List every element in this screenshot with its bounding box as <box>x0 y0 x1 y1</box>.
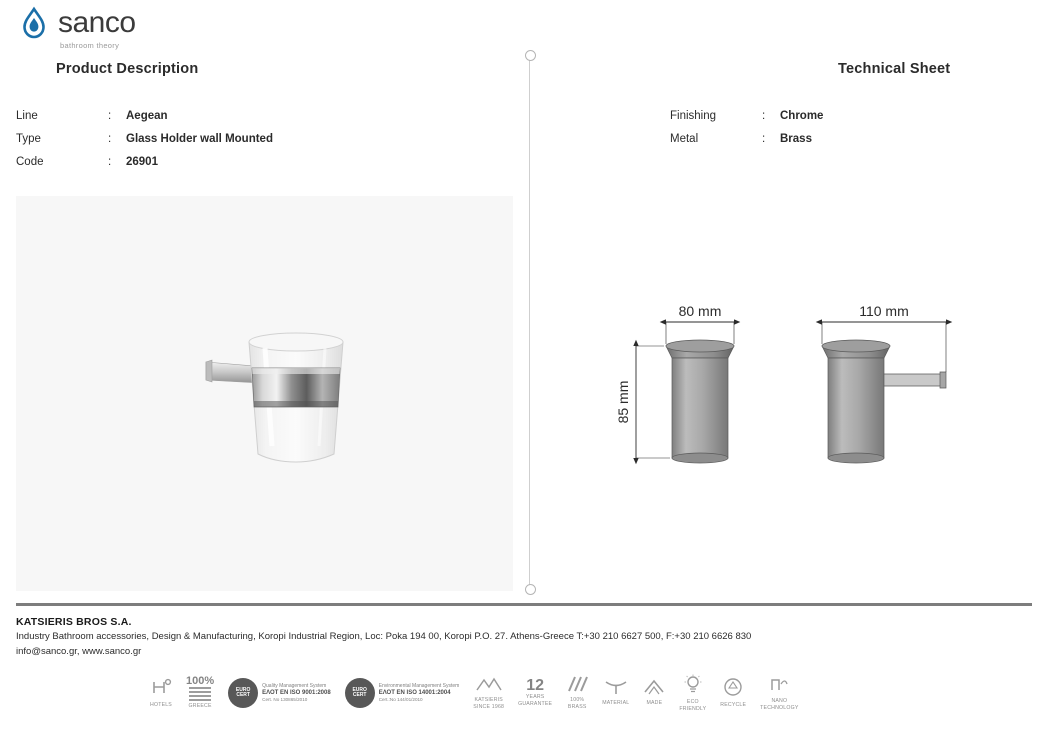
hotel-bell-icon <box>150 677 172 702</box>
table-row <box>16 110 273 133</box>
footer-company-name: KATSIERIS BROS S.A. <box>16 616 132 628</box>
brand-name: sanco <box>58 6 136 39</box>
cert-iso-14001 <box>345 674 460 712</box>
spec-label: Code <box>16 156 44 168</box>
vertical-divider <box>529 55 530 590</box>
cert-nano <box>760 674 798 712</box>
cert-caption: RECYCLE <box>720 702 747 709</box>
spec-value: Brass <box>780 133 812 145</box>
spec-colon: : <box>762 133 766 145</box>
cert-title: Quality Management System <box>262 683 327 690</box>
height-dimension <box>636 346 670 458</box>
chevron-icon <box>643 679 665 700</box>
table-row <box>16 156 273 179</box>
chrome-collar <box>252 368 340 407</box>
cert-title: Environmental Management System <box>378 683 460 690</box>
cert-caption: NANO <box>771 697 788 704</box>
spec-label: Metal <box>670 133 699 145</box>
cert-number: Cert.:No 144/01/2010 <box>378 697 423 702</box>
cert-caption: FRIENDLY <box>679 705 707 712</box>
cert-iso-9001 <box>228 674 331 712</box>
brand-tagline: bathroom theory <box>60 41 120 50</box>
cert-caption: SINCE 1968 <box>473 703 505 710</box>
spec-colon: : <box>108 110 112 122</box>
technical-spec-table <box>670 110 823 156</box>
cert-number: Cert. No 130865/2010 <box>262 697 308 702</box>
cert-eco <box>679 674 706 712</box>
flag-lines-icon <box>189 687 211 703</box>
spec-value: Glass Holder wall Mounted <box>126 133 273 145</box>
divider-dot-top-icon <box>525 50 536 61</box>
spec-label: Finishing <box>670 110 717 122</box>
spec-value: Chrome <box>780 110 824 122</box>
twelve-icon: 12 <box>526 677 545 695</box>
cert-caption: KATSIERIS <box>474 696 503 703</box>
spec-label: Type <box>16 133 41 145</box>
front-width-label: 80 mm <box>678 303 722 319</box>
table-row <box>670 110 823 133</box>
divider-dot-bottom-icon <box>525 584 536 595</box>
cert-caption: TECHNOLOGY <box>760 704 799 711</box>
product-description-title: Product Description <box>56 61 199 77</box>
cert-caption: GREECE <box>188 703 212 710</box>
cert-recycle <box>720 674 746 712</box>
footer-contact: info@sanco.gr, www.sanco.gr <box>16 646 142 657</box>
brand-logo <box>16 6 136 50</box>
side-view <box>822 340 946 463</box>
spec-value: 26901 <box>126 156 158 168</box>
technical-sheet-title: Technical Sheet <box>838 61 951 77</box>
cert-caption: 100% <box>186 675 215 688</box>
front-view <box>666 340 734 463</box>
cert-caption: BRASS <box>567 703 587 710</box>
height-label: 85 mm <box>615 380 631 424</box>
spec-label: Line <box>16 110 38 122</box>
cert-made-in-greece <box>186 674 214 712</box>
cert-caption: MADE <box>646 700 663 707</box>
footer-address: Industry Bathroom accessories, Design & Manufacturing, Koropi Industrial Region, Loc: Poka 194 00, Koropi P.O. 27. Athens-Greece T:+30 210 6627 500, F:+30 210 6626 830 <box>16 631 752 642</box>
cert-caption: ECO <box>686 698 699 705</box>
mountain-icon <box>476 676 502 697</box>
table-row <box>16 133 273 156</box>
cert-caption: GUARANTEE <box>518 701 553 707</box>
cert-made <box>643 674 665 712</box>
pickaxe-icon <box>604 679 628 700</box>
eurocert-seal-icon: EURO CERT <box>345 678 375 708</box>
product-spec-table <box>16 110 273 179</box>
water-drop-icon <box>16 6 52 42</box>
bulb-icon <box>683 674 703 699</box>
eurocert-seal-icon: EURO CERT <box>228 678 258 708</box>
product-photo <box>16 196 513 591</box>
nano-icon <box>769 675 789 698</box>
cert-caption: HOTELS <box>150 702 172 709</box>
cert-katsieris <box>473 674 504 712</box>
spec-colon: : <box>108 156 112 168</box>
cert-years <box>518 674 552 712</box>
cert-caption: MATERIAL <box>602 700 630 707</box>
cert-caption: YEARS <box>525 694 545 701</box>
recycle-icon <box>723 677 743 702</box>
spec-colon: : <box>108 133 112 145</box>
stripes-icon <box>566 676 588 697</box>
certification-strip <box>150 672 940 714</box>
technical-drawing <box>600 300 1000 490</box>
table-row <box>670 133 823 156</box>
side-width-label: 110 mm <box>859 303 909 319</box>
cert-hotels <box>150 674 172 712</box>
cert-caption: 100% <box>570 696 585 703</box>
cert-material <box>602 674 629 712</box>
spec-colon: : <box>762 110 766 122</box>
cert-standard: ΕΛΟΤ ΕΝ ISO 9001:2008 <box>262 689 331 696</box>
cert-brass <box>566 674 588 712</box>
spec-value: Aegean <box>126 110 168 122</box>
footer-divider <box>16 603 1032 606</box>
cert-standard: ΕΛΟΤ ΕΝ ISO 14001:2004 <box>378 689 451 696</box>
